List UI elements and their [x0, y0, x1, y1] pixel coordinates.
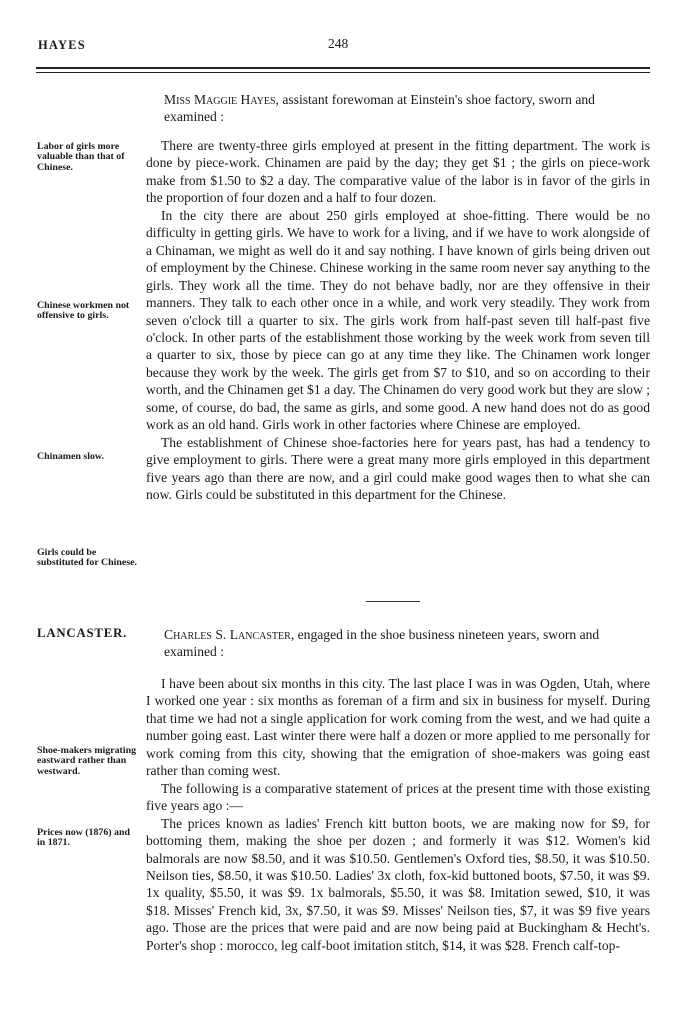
- witness-description: , assistant forewoman at Einstein's shoe factory, sworn and examined :: [164, 92, 595, 125]
- witness-name: Miss Maggie Hayes: [164, 92, 276, 107]
- witness-description: , engaged in the shoe business nineteen years, sworn and examined :: [164, 627, 600, 660]
- section-hayes-intro: [146, 91, 650, 126]
- section-hayes-testimony: [146, 137, 650, 504]
- section-lancaster-testimony: [146, 675, 650, 954]
- header-rule-bottom: [36, 72, 650, 73]
- witness-intro: [146, 91, 650, 126]
- margin-note: Prices now (1876) and in 1871.: [37, 827, 130, 849]
- witness-label: LANCASTER.: [37, 626, 128, 640]
- testimony-paragraph: The establishment of Chinese shoe-factories here for years past, has had a tendency to give employment to girls. There were a great many more girls employed in this department five years ago than there are now, and a girl could make good wages then to what she can now. Girls could be substituted in this department for the Chinese.: [146, 434, 650, 503]
- margin-note: Labor of girls more valuable than that of Chinese.: [37, 141, 125, 173]
- testimony-paragraph: The following is a comparative statement of prices at the present time with those existing five years ago :—: [146, 780, 650, 814]
- testimony-paragraph: The prices known as ladies' French kitt button boots, we are making now for $9, for bottoming them, making the shoe per dozen ; and formerly it was $12. Women's kid balmorals are now $8.50, and it was $10.50. Gentlemen's Oxford ties, $8.50, it was $10.50. Neilson ties, $8.50, it was $10.50. Ladies' 3x cloth, fox-kid buttoned boots, $7.50, it was $9. 1x quality, $5.50, it was $9. 1x balmorals, $5.50, it was $8. Imitation sewed, $10, it was $18. Misses' French kid, 3x, $7.50, it was $9. Misses' Neilson ties, $7, it was $9 five years ago. Those are the prices that were paid and are now being paid at Buckingham & Hecht's. Porter's shop : morocco, leg calf-boot imitation stitch, $14, it was $28. French calf-top-: [146, 815, 650, 953]
- margin-note: Girls could be substituted for Chinese.: [37, 547, 137, 569]
- page-number: 248: [328, 36, 349, 51]
- margin-note: Shoe-makers migrating eastward rather than westward.: [37, 745, 137, 777]
- testimony-paragraph: In the city there are about 250 girls employed at shoe-fitting. There would be no difficulty in getting girls. We have to work for a living, and if we have to work alongside of a Chinaman, we might as well do it and say nothing. I have known of girls being driven out of employment by the Chinese. Chinese working in the same room never say anything to the girls. They work all the time. They do not behave badly, nor are they offensive in their manners. They talk to each other once in a while, and work very steadily. They work from seven o'clock till a quarter to six. The girls work from half-past seven till half-past five o'clock. In other parts of the establishment those working by the week work from seven till a quarter to six, those by piece can go at any time they like. The Chinamen work longer because they work by the week. The girls get from $7 to $10, and so on according to their worth, and the Chinamen get $1 a day. The Chinamen do very good work but they are slow ; some, of course, do bad, the same as girls, and some good. A new hand does not do as good work as an old hand. Girls work in other factories where Chinese are employed.: [146, 207, 650, 433]
- section-separator: [366, 601, 420, 602]
- witness-intro: [146, 626, 650, 661]
- running-head: HAYES: [38, 38, 86, 52]
- margin-note: Chinamen slow.: [37, 451, 104, 462]
- margin-note: Chinese workmen not offensive to girls.: [37, 300, 130, 322]
- testimony-paragraph: There are twenty-three girls employed at present in the fitting department. The work is done by piece-work. Chinamen are paid by the day; they get $1 ; the girls on piece-work make from $1.50 to $2 a day. The comparative value of the labor is in favor of the girls in the proportion of four dozen and a half to four dozen.: [146, 138, 650, 206]
- witness-name: Charles S. Lancaster: [164, 627, 291, 642]
- section-lancaster-intro: [146, 626, 650, 661]
- testimony-paragraph: I have been about six months in this city. The last place I was in was Ogden, Utah, where I worked one year : six months as foreman of a firm and six in business for myself. During that time we had not a single application for work coming from the west, and we had quite a number going east. Last winter there were half a dozen or more applied to me personally for work coming from this city, showing that the emigration of shoe-makers was going east rather than coming west.: [146, 676, 650, 779]
- header-rule-top: [36, 67, 650, 69]
